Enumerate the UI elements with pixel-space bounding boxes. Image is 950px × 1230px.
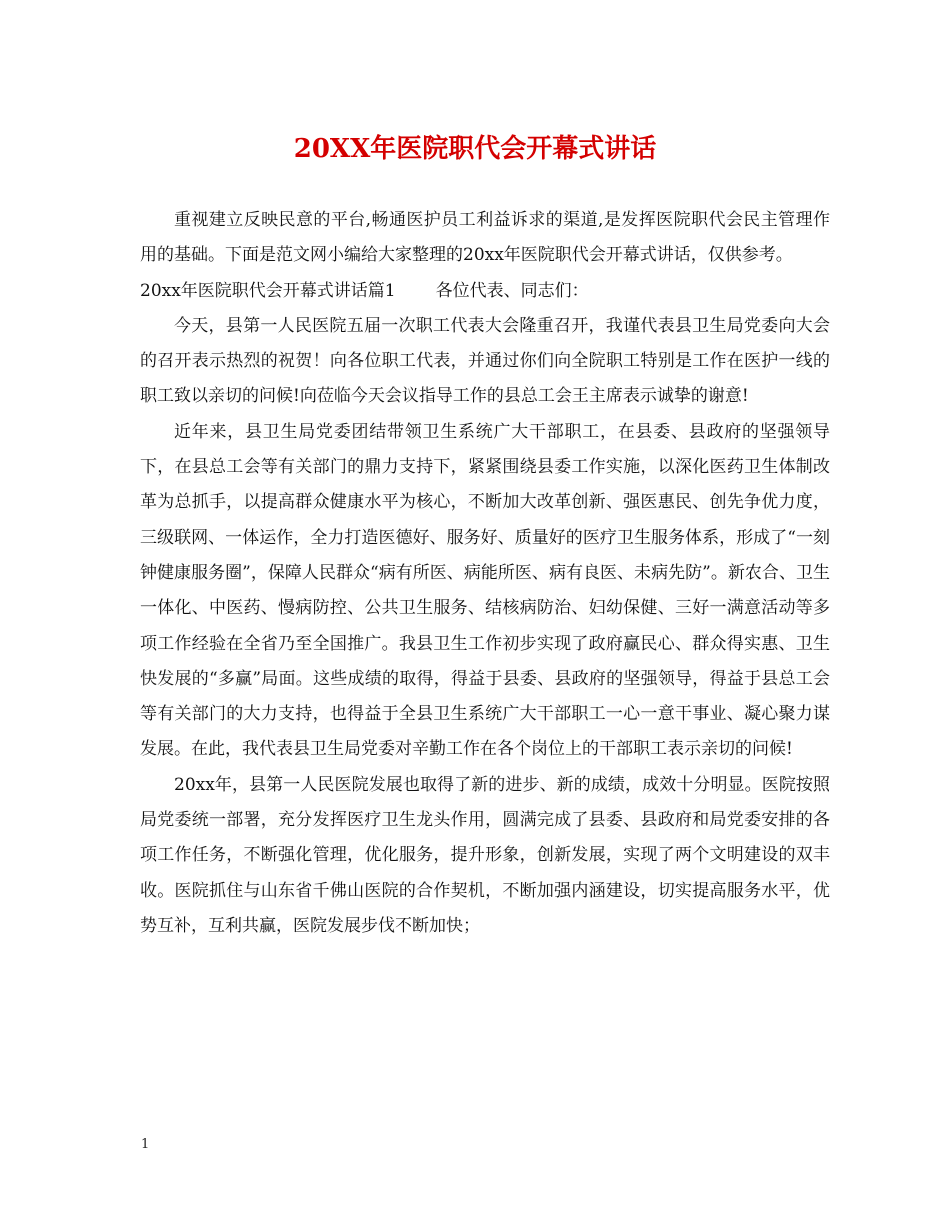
body-paragraph: 20xx年，县第一人民医院发展也取得了新的进步、新的成绩，成效十分明显。医院按照局党委统一部署，充分发挥医疗卫生龙头作用，圆满完成了县委、县政府和局党委安排的各项工作任务，不断强化管理，优化服务，提升形象，创新发展，实现了两个文明建设的双丰收。医院抓住与山东省千佛山医院的合作契机，不断加强内涵建设，切实提高服务水平，优势互补，互利共赢，医院发展步伐不断加快； [140,774,830,936]
document-title: 20XX年医院职代会开幕式讲话 [293,134,657,164]
body-paragraph: 今天，县第一人民医院五届一次职工代表大会隆重召开，我谨代表县卫生局党委向大会的召开表示热烈的祝贺！向各位职工代表，并通过你们向全院职工特别是工作在医护一线的职工致以亲切的问候!向莅临今天会议指导工作的县总工会王主席表示诚挚的谢意! [140,315,830,407]
document-body [140,203,830,944]
section-heading-line [140,274,830,309]
body-paragraph: 近年来，县卫生局党委团结带领卫生系统广大干部职工，在县委、县政府的坚强领导下，在县总工会等有关部门的鼎力支持下，紧紧围绕县委工作实施，以深化医药卫生体制改革为总抓手，以提高群众健康水平为核心，不断加大改革创新、强医惠民、创先争优力度，三级联网、一体运作，全力打造医德好、服务好、质量好的医疗卫生服务体系，形成了“一刻钟健康服务圈”，保障人民群众“病有所医、病能所医、病有良医、未病先防”。新农合、卫生一体化、中医药、慢病防控、公共卫生服务、结核病防治、妇幼保健、三好一满意活动等多项工作经验在全省乃至全国推广。我县卫生工作初步实现了政府赢民心、群众得实惠、卫生快发展的“多赢”局面。这些成绩的取得，得益于县委、县政府的坚强领导，得益于县总工会等有关部门的大力支持，也得益于全县卫生系统广大干部职工一心一意干事业、凝心聚力谋发展。在此，我代表县卫生局党委对辛勤工作在各个岗位上的干部职工表示亲切的问候! [140,421,830,760]
page-number: 1 [141,1137,150,1152]
greeting: 各位代表、同志们： [435,280,589,301]
section-heading: 20xx年医院职代会开幕式讲话篇1 [140,280,396,301]
intro-paragraph: 重视建立反映民意的平台,畅通医护员工利益诉求的渠道,是发挥医院职代会民主管理作用的基础。下面是范文网小编给大家整理的20xx年医院职代会开幕式讲话，仅供参考。 [140,210,830,266]
